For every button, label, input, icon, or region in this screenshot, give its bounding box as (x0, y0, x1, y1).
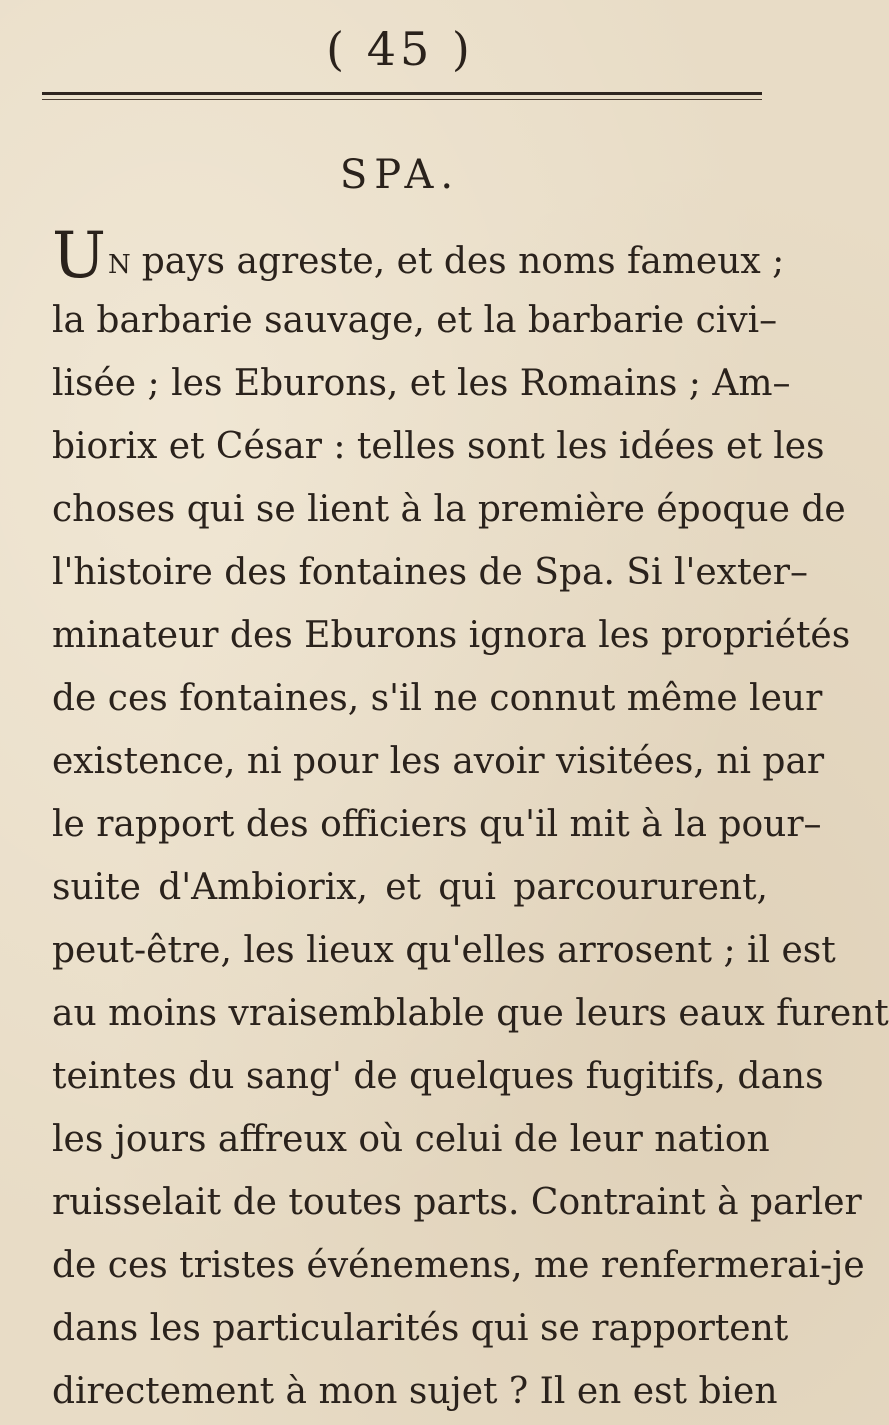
text-line: ruisselait de toutes parts. Contraint à parler (52, 1182, 862, 1223)
text-line: peut-être, les lieux qu'elles arrosent ; il est (52, 930, 836, 971)
text-line: teintes du sang' de quelques fugitifs, dans (52, 1056, 824, 1097)
header-rule-thin (42, 99, 762, 100)
text-line: dans les particularités qui se rapportent (52, 1308, 789, 1349)
text-line: choses qui se lient à la première époque de (52, 489, 846, 530)
drop-cap-rest: N (107, 250, 132, 280)
text-line: de ces fontaines, s'il ne connut même leur (52, 678, 823, 719)
section-title: SPA. (339, 152, 461, 198)
text-line: de ces tristes événemens, me renfermerai-je (52, 1245, 865, 1286)
text-line: la barbarie sauvage, et la barbarie civi– (52, 300, 778, 341)
text-line-content: pays agreste, et des noms fameux ; (141, 241, 785, 282)
text-line: l'histoire des fontaines de Spa. Si l'exter– (52, 552, 808, 593)
text-line: les jours affreux où celui de leur nation (52, 1119, 770, 1160)
text-line: au moins vraisemblable que leurs eaux furent (52, 993, 889, 1034)
page-number: ( 45 ) (326, 22, 474, 76)
body-text (52, 219, 889, 1423)
text-line: biorix et César : telles sont les idées et les (52, 426, 825, 467)
text-line: directement à mon sujet ? Il en est bien (52, 1371, 778, 1412)
header-rule (42, 92, 762, 95)
drop-cap: U (52, 219, 106, 293)
text-line (52, 219, 785, 293)
text-line: minateur des Eburons ignora les propriétés (52, 615, 851, 656)
text-line: le rapport des officiers qu'il mit à la pour– (52, 804, 822, 845)
text-line: existence, ni pour les avoir visitées, ni par (52, 741, 825, 782)
text-line: lisée ; les Eburons, et les Romains ; Am– (52, 363, 791, 404)
text-line: suite d'Ambiorix, et qui parcoururent, (52, 867, 768, 908)
